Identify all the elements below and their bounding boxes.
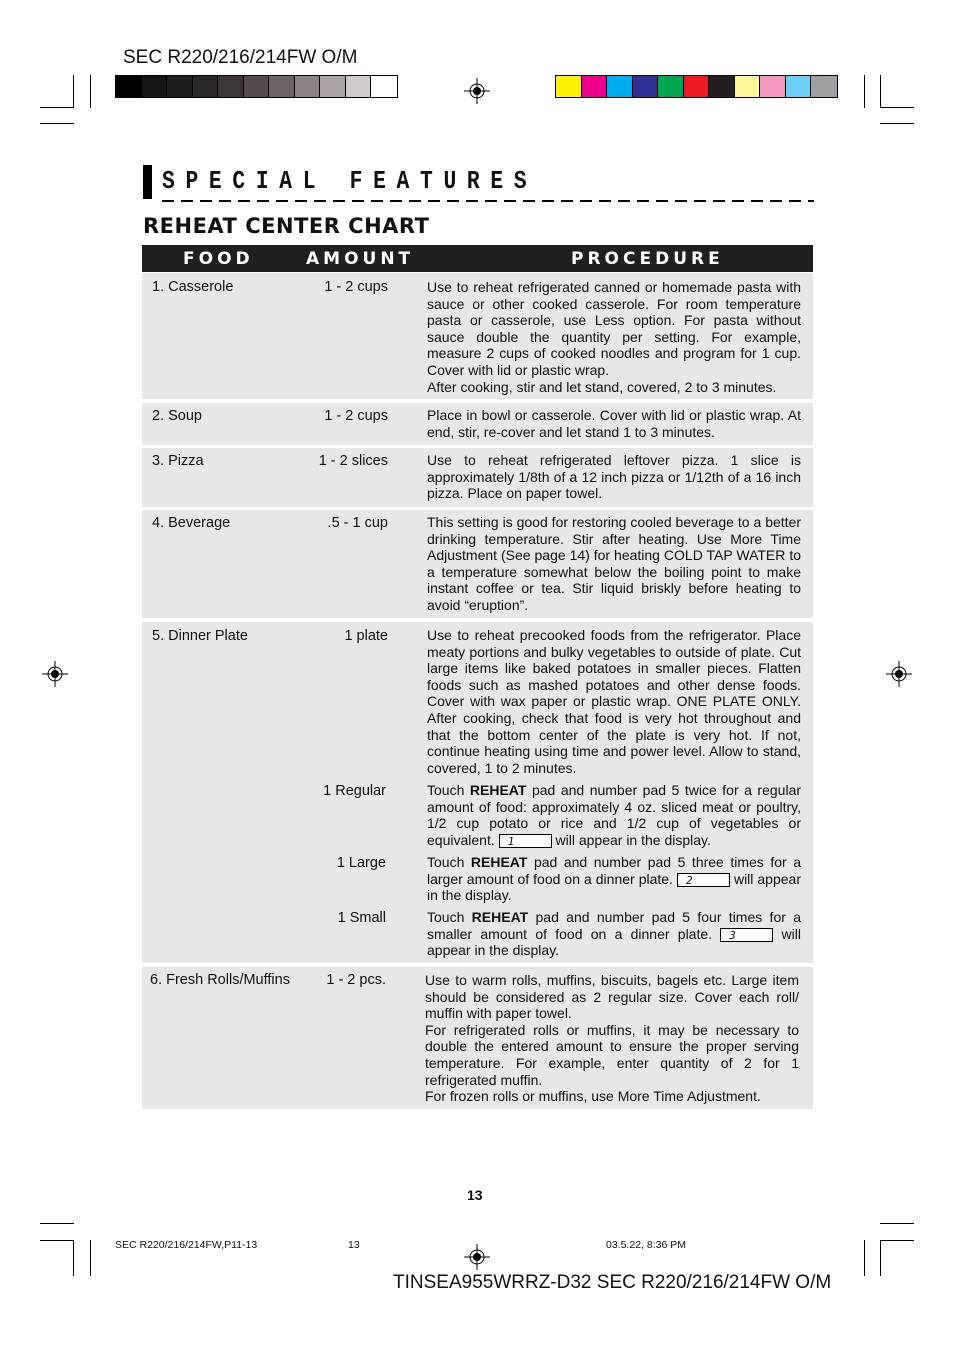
color-swatch [295,76,321,97]
chart-title: REHEAT CENTER CHART [143,214,430,238]
food-cell: 2. Soup [152,408,202,424]
color-swatch [582,76,608,97]
amount-cell: 1 - 2 cups [324,279,388,295]
color-swatch [116,76,142,97]
color-swatch [684,76,710,97]
color-swatch [709,76,735,97]
footer-filename: SEC R220/216/214FW,P11-13 [115,1239,258,1251]
color-swatch [658,76,684,97]
color-swatch [218,76,244,97]
page-number: 13 [467,1187,483,1203]
color-swatch [142,76,168,97]
display-readout: 3 [720,928,773,942]
color-swatch [735,76,761,97]
table-row [142,273,813,399]
footer-page: 13 [348,1239,360,1251]
color-swatch [320,76,346,97]
display-readout: 2 [677,873,730,887]
color-swatch [269,76,295,97]
amount-cell: 1 Large [336,855,386,871]
procedure-cell: Use to reheat precooked foods from the refrigerator. Place meaty portions and bulky vegetables to outside of plate. Cut large items like baked potatoes in smaller pieces. Flatten foods such as mashed potatoes and other dense foods. Cover with wax paper or plastic wrap. ONE PLATE ONLY. After cooking, check that food is very hot throughout and that the bottom center of the plate is very hot. If not, continue heating using time and power level. Allow to stand, covered, 1 to 2 minutes. [427,627,801,776]
food-cell: 5. Dinner Plate [152,628,248,644]
amount-cell: 1 Small [337,910,386,926]
section-dashed-rule [162,200,814,202]
amount-cell: 1 - 2 slices [318,453,388,469]
food-cell: 1. Casserole [152,279,234,295]
table-row [142,510,813,618]
amount-cell: 1 - 2 pcs. [326,972,386,988]
color-swatch [633,76,659,97]
table-row [142,622,813,963]
column-header-food: FOOD [183,249,254,269]
color-swatch [556,76,582,97]
procedure-cell: Use to warm rolls, muffins, biscuits, bagels etc. Large item should be considered as 2 regular size. Cover each roll/ muffin with paper towel. For refrigerated rolls or muffins, it may be necessary to double the entered amount to ensure the proper serving temperature. For example, enter quantity of 2 for 1 refrigerated muffin. For frozen rolls or muffins, use More Time Adjustment. [425,972,799,1105]
color-swatch [167,76,193,97]
color-swatch [760,76,786,97]
color-swatch [346,76,372,97]
amount-cell: 1 - 2 cups [324,408,388,424]
registration-mark-icon [464,1244,490,1270]
color-swatch [371,76,397,97]
color-swatch [786,76,812,97]
color-swatch [244,76,270,97]
procedure-cell: Touch REHEAT pad and number pad 5 three times for a larger amount of food on a dinner plate. 2 will appear in the display. [427,854,801,904]
procedure-cell: Use to reheat refrigerated canned or homemade pasta with sauce or other cooked casserole. For room temperature pasta or casserole, use Less option. For pasta without sauce double the quantity per setting. For example, measure 2 cups of cooked noodles and program for 1 cup. Cover with lid or plastic wrap. After cooking, stir and let stand, covered, 2 to 3 minutes. [427,279,801,395]
table-row [142,967,813,1109]
registration-mark-icon [886,661,912,687]
procedure-cell: Touch REHEAT pad and number pad 5 twice for a regular amount of food: approximately 4 oz. sliced meat or poultry, 1/2 cup potato or rice and 1/2 cup of vegetables or equivalent. 1 will appear in the display. [427,782,802,849]
gray-swatch-strip [115,75,398,98]
procedure-cell: Touch REHEAT pad and number pad 5 four times for a smaller amount of food on a dinner plate. 3 will appear in the display. [427,909,801,959]
food-cell: 3. Pizza [152,453,204,469]
footer-timestamp: 03.5.22, 8:36 PM [606,1239,686,1251]
color-swatch [193,76,219,97]
table-row [142,403,813,445]
registration-mark-icon [42,661,68,687]
bottom-document-title: TINSEA955WRRZ-D32 SEC R220/216/214FW O/M [393,1272,832,1293]
color-swatch [607,76,633,97]
table-row [142,448,813,507]
amount-cell: 1 plate [344,628,388,644]
color-swatch [811,76,837,97]
food-cell: 6. Fresh Rolls/Muffins [150,972,290,988]
food-cell: 4. Beverage [152,515,231,531]
procedure-cell: Place in bowl or casserole. Cover with lid or plastic wrap. At end, stir, re-cover and let stand 1 to 3 minutes. [427,407,801,440]
registration-mark-icon [464,78,490,104]
display-readout: 1 [499,834,552,848]
amount-cell: 1 Regular [323,783,386,799]
amount-cell: .5 - 1 cup [327,515,388,531]
color-swatch-strip [555,75,838,98]
procedure-cell: This setting is good for restoring cooled beverage to a better drinking temperature. Stir after heating. Use More Time Adjustment (See page 14) for heating COLD TAP WATER to a temperature somewhat below the boiling point to make instant coffee or tea. Stir liquid briskly before heating to avoid “eruption”. [427,514,801,613]
column-header-procedure: PROCEDURE [571,249,724,269]
document-header-title: SEC R220/216/214FW O/M [123,47,358,68]
table-header [142,245,813,272]
procedure-cell: Use to reheat refrigerated leftover pizza. 1 slice is approximately 1/8th of a 12 inch pizza or 1/12th of a 16 inch pizza. Place on paper towel. [427,452,801,502]
section-title-bar [143,165,152,199]
column-header-amount: AMOUNT [306,249,415,269]
section-title: SPECIAL FEATURES [162,166,538,196]
